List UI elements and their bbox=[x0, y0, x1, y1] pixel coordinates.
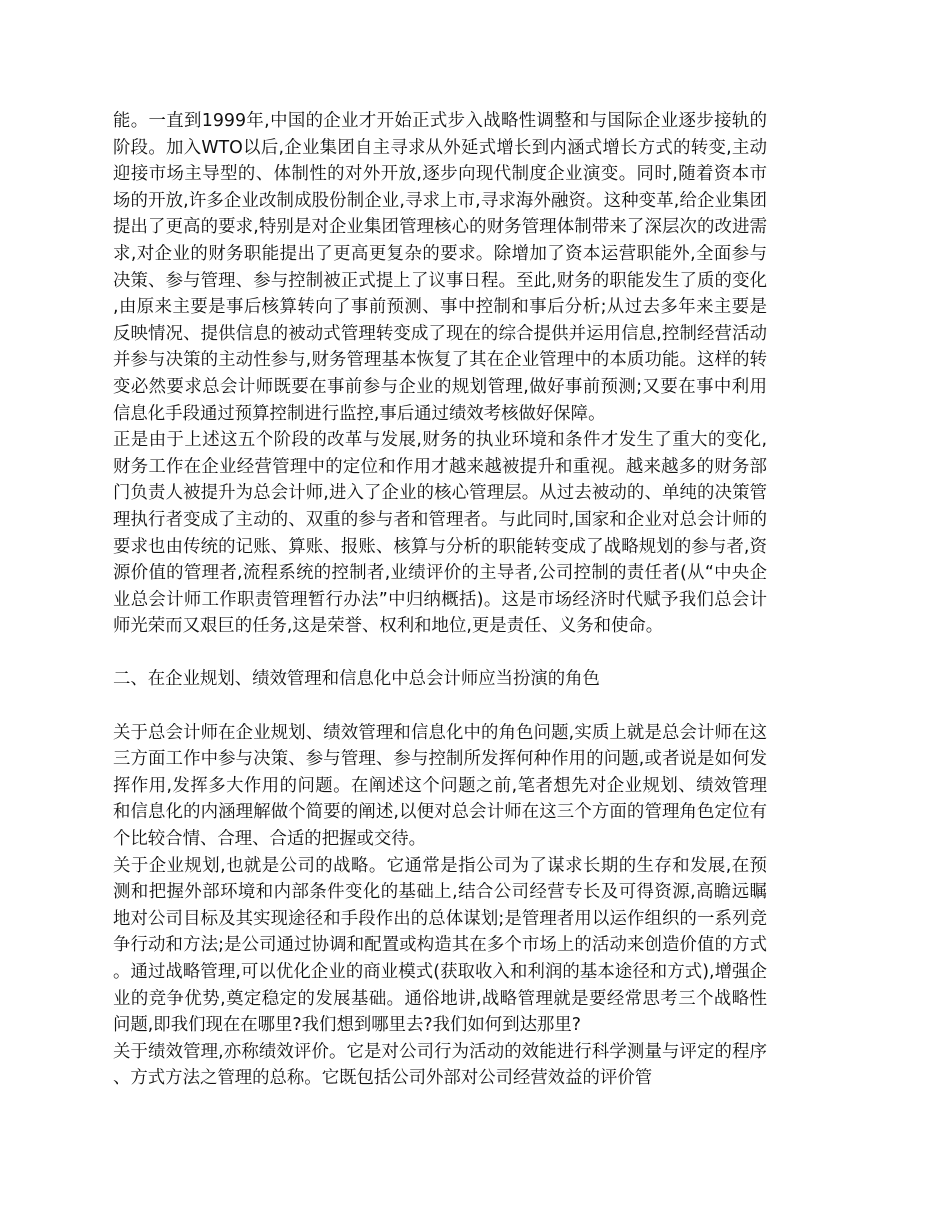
section-heading: 二、在企业规划、绩效管理和信息化中总会计师应当扮演的角色 bbox=[113, 669, 600, 690]
document-page bbox=[113, 108, 767, 1092]
paragraph-performance-management: 关于绩效管理,亦称绩效评价。它是对公司行为活动的效能进行科学测量与评定的程序、方式方法之管理的总称。它既包括公司外部对公司经营效益的评价管 bbox=[113, 1041, 767, 1089]
paragraph-finance-reform: 能。一直到1999年,中国的企业才开始正式步入战略性调整和与国际企业逐步接轨的阶段。加入WTO以后,企业集团自主寻求从外延式增长到内涵式增长方式的转变,主动迎接市场主导型的、体制性的对外开放,逐步向现代制度企业演变。同时,随着资本市场的开放,许多企业改制成股份制企业,寻求上市,寻求海外融资。这种变革,给企业集团提出了更高的要求,特别是对企业集团管理核心的财务管理体制带来了深层次的改进需求,对企业的财务职能提出了更高更复杂的要求。除增加了资本运营职能外,全面参与决策、参与管理、参与控制被正式提上了议事日程。至此,财务的职能发生了质的变化,由原来主要是事后核算转向了事前预测、事中控制和事后分析;从过去多年来主要是反映情况、提供信息的被动式管理转变成了现在的综合提供并运用信息,控制经营活动并参与决策的主动性参与,财务管理基本恢复了其在企业管理中的本质功能。这样的转变必然要求总会计师既要在事前参与企业的规划管理,做好事前预测;又要在事中利用信息化手段通过预算控制进行监控,事后通过绩效考核做好保障。 bbox=[113, 111, 767, 424]
paragraph-gap bbox=[113, 693, 767, 720]
paragraph-gap bbox=[113, 640, 767, 667]
paragraph-cfo-role-intro: 关于总会计师在企业规划、绩效管理和信息化中的角色问题,实质上就是总会计师在这三方面工作中参与决策、参与管理、参与控制所发挥何种作用的问题,或者说是如何发挥作用,发挥多大作用的问题。在阐述这个问题之前,笔者想先对企业规划、绩效管理和信息化的内涵理解做个简要的阐述,以便对总会计师在这三个方面的管理角色定位有个比较合情、合理、合适的把握或交待。 bbox=[113, 722, 767, 850]
paragraph-enterprise-planning: 关于企业规划,也就是公司的战略。它通常是指公司为了谋求长期的生存和发展,在预测和把握外部环境和内部条件变化的基础上,结合公司经营专长及可得资源,高瞻远瞩地对公司目标及其实现途径和手段作出的总体谋划;是管理者用以运作组织的一系列竞争行动和方法;是公司通过协调和配置或构造其在多个市场上的活动来创造价值的方式。通过战略管理,可以优化企业的商业模式(获取收入和利润的基本途径和方式),增强企业的竞争优势,奠定稳定的发展基础。通俗地讲,战略管理就是要经常思考三个战略性问题,即我们现在在哪里?我们想到哪里去?我们如何到达那里? bbox=[113, 855, 767, 1036]
paragraph-cfo-role-change: 正是由于上述这五个阶段的改革与发展,财务的执业环境和条件才发生了重大的变化,财务工作在企业经营管理中的定位和作用才越来越被提升和重视。越来越多的财务部门负责人被提升为总会计师,进入了企业的核心管理层。从过去被动的、单纯的决策管理执行者变成了主动的、双重的参与者和管理者。与此同时,国家和企业对总会计师的要求也由传统的记账、算账、报账、核算与分析的职能转变成了战略规划的参与者,资源价值的管理者,流程系统的控制者,业绩评价的主导者,公司控制的责任者(从“中央企业总会计师工作职责管理暂行办法”中归纳概括)。这是市场经济时代赋予我们总会计师光荣而又艰巨的任务,这是荣誉、权利和地位,更是责任、义务和使命。 bbox=[113, 430, 767, 637]
